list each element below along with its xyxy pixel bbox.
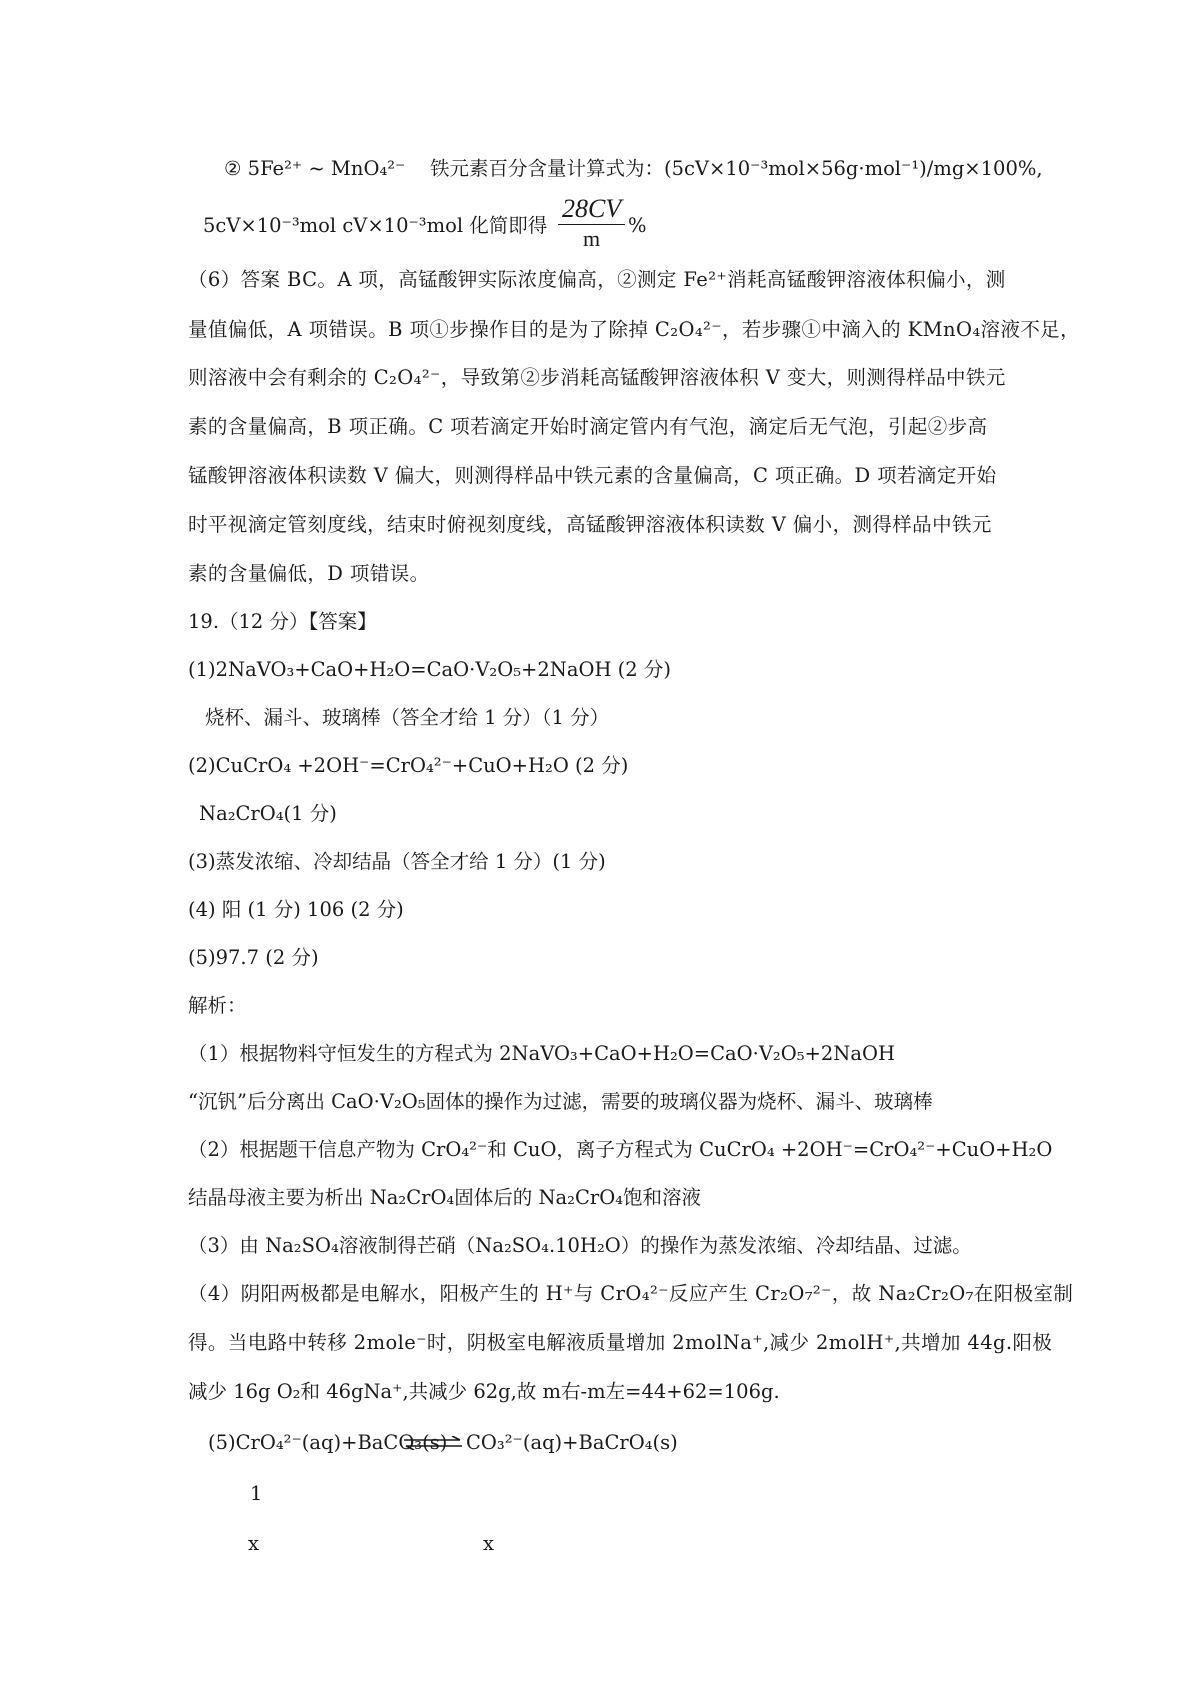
answer6-line5: 锰酸钾溶液体积读数 V 偏大，则测得样品中铁元素的含量偏高，C 项正确。D 项若滴定开始 <box>188 464 997 487</box>
analysis2-mother-liquor: 结晶母液主要为析出 Na₂CrO₄固体后的 Na₂CrO₄饱和溶液 <box>188 1186 701 1209</box>
q19-answer5: (5)97.7 (2 分) <box>188 946 319 969</box>
answer6-line4: 素的含量偏高，B 项正确。C 项若滴定开始时滴定管内有气泡，滴定后无气泡，引起②步高 <box>188 415 988 438</box>
answer6-line6: 时平视滴定管刻度线，结束时俯视刻度线，高锰酸钾溶液体积读数 V 偏小，测得样品中铁元 <box>188 513 992 536</box>
analysis4-line3: 减少 16g O₂和 46gNa⁺,共减少 62g,故 m右-m左=44+62=106g. <box>188 1380 780 1403</box>
change-x-right: x <box>483 1532 494 1555</box>
analysis2-ionic-equation: （2）根据题干信息产物为 CrO₄²⁻和 CuO，离子方程式为 CuCrO₄ +2OH⁻=CrO₄²⁻+CuO+H₂O <box>188 1138 1053 1161</box>
equilibrium-right: CO₃²⁻(aq)+BaCrO₄(s) <box>466 1431 678 1454</box>
fraction-numerator: 28CV <box>558 194 625 225</box>
fraction-denominator: m <box>583 226 601 251</box>
analysis-heading: 解析： <box>188 994 247 1017</box>
answer6-line3: 则溶液中会有剩余的 C₂O₄²⁻，导致第②步消耗高锰酸钾溶液体积 V 变大，则测得样品中铁元 <box>188 366 1006 389</box>
analysis1-equation: （1）根据物料守恒发生的方程式为 2NaVO₃+CaO+H₂O=CaO·V₂O₅+2NaOH <box>188 1042 895 1065</box>
analysis3-mirabilite: （3）由 Na₂SO₄溶液制得芒硝（Na₂SO₄.10H₂O）的操作为蒸发浓缩、冷却结晶、过滤。 <box>188 1234 972 1257</box>
initial-amount: 1 <box>250 1482 263 1505</box>
q19-answer1-apparatus: 烧杯、漏斗、玻璃棒（答全才给 1 分）（1 分） <box>205 706 610 729</box>
q19-answer2: (2)CuCrO₄ +2OH⁻=CrO₄²⁻+CuO+H₂O (2 分) <box>188 754 629 777</box>
q19-answer1: (1)2NaVO₃+CaO+H₂O=CaO·V₂O₅+2NaOH (2 分) <box>188 658 671 681</box>
equilibrium-left: (5)CrO₄²⁻(aq)+BaCO₃(s) <box>208 1431 448 1454</box>
q19-answer4: (4) 阳 (1 分) 106 (2 分) <box>188 898 404 921</box>
mol-amounts-simplified: 5cV×10⁻³mol cV×10⁻³mol 化简即得 <box>203 214 548 237</box>
percent-sign: % <box>628 214 647 237</box>
equilibrium-arrow-icon <box>402 1436 464 1450</box>
q19-answer3: (3)蒸发浓缩、冷却结晶（答全才给 1 分）(1 分) <box>188 850 606 873</box>
q19-answer2-product: Na₂CrO₄(1 分) <box>199 802 337 825</box>
answer6-line2: 量值偏低，A 项错误。B 项①步操作目的是为了除掉 C₂O₄²⁻，若步骤①中滴入的 KMnO₄溶液不足， <box>188 318 1081 341</box>
analysis4-line2: 得。当电路中转移 2mole⁻时，阴极室电解液质量增加 2molNa⁺,减少 2molH⁺,共增加 44g.阳极 <box>188 1331 1053 1354</box>
analysis4-line1: （4）阴阳两极都是电解水，阳极产生的 H⁺与 CrO₄²⁻反应产生 Cr₂O₇²⁻，故 Na₂Cr₂O₇在阳极室制 <box>188 1282 1074 1305</box>
answer6-line1: （6）答案 BC。A 项，高锰酸钾实际浓度偏高，②测定 Fe²⁺消耗高锰酸钾溶液体积偏小，测 <box>188 268 1006 291</box>
fe-mno4-ratio: ② 5Fe²⁺ ~ MnO₄²⁻ <box>224 157 406 180</box>
iron-percent-formula: 铁元素百分含量计算式为：(5cV×10⁻³mol×56g·mol⁻¹)/mg×100%, <box>430 157 1043 180</box>
analysis1-filtration: “沉钒”后分离出 CaO·V₂O₅固体的操作为过滤，需要的玻璃仪器为烧杯、漏斗、玻璃棒 <box>188 1090 933 1113</box>
q19-heading: 19.（12 分）【答案】 <box>188 610 377 633</box>
simplified-fraction <box>558 194 625 253</box>
change-x-left: x <box>248 1532 259 1555</box>
answer6-line7: 素的含量偏低，D 项错误。 <box>188 562 430 585</box>
